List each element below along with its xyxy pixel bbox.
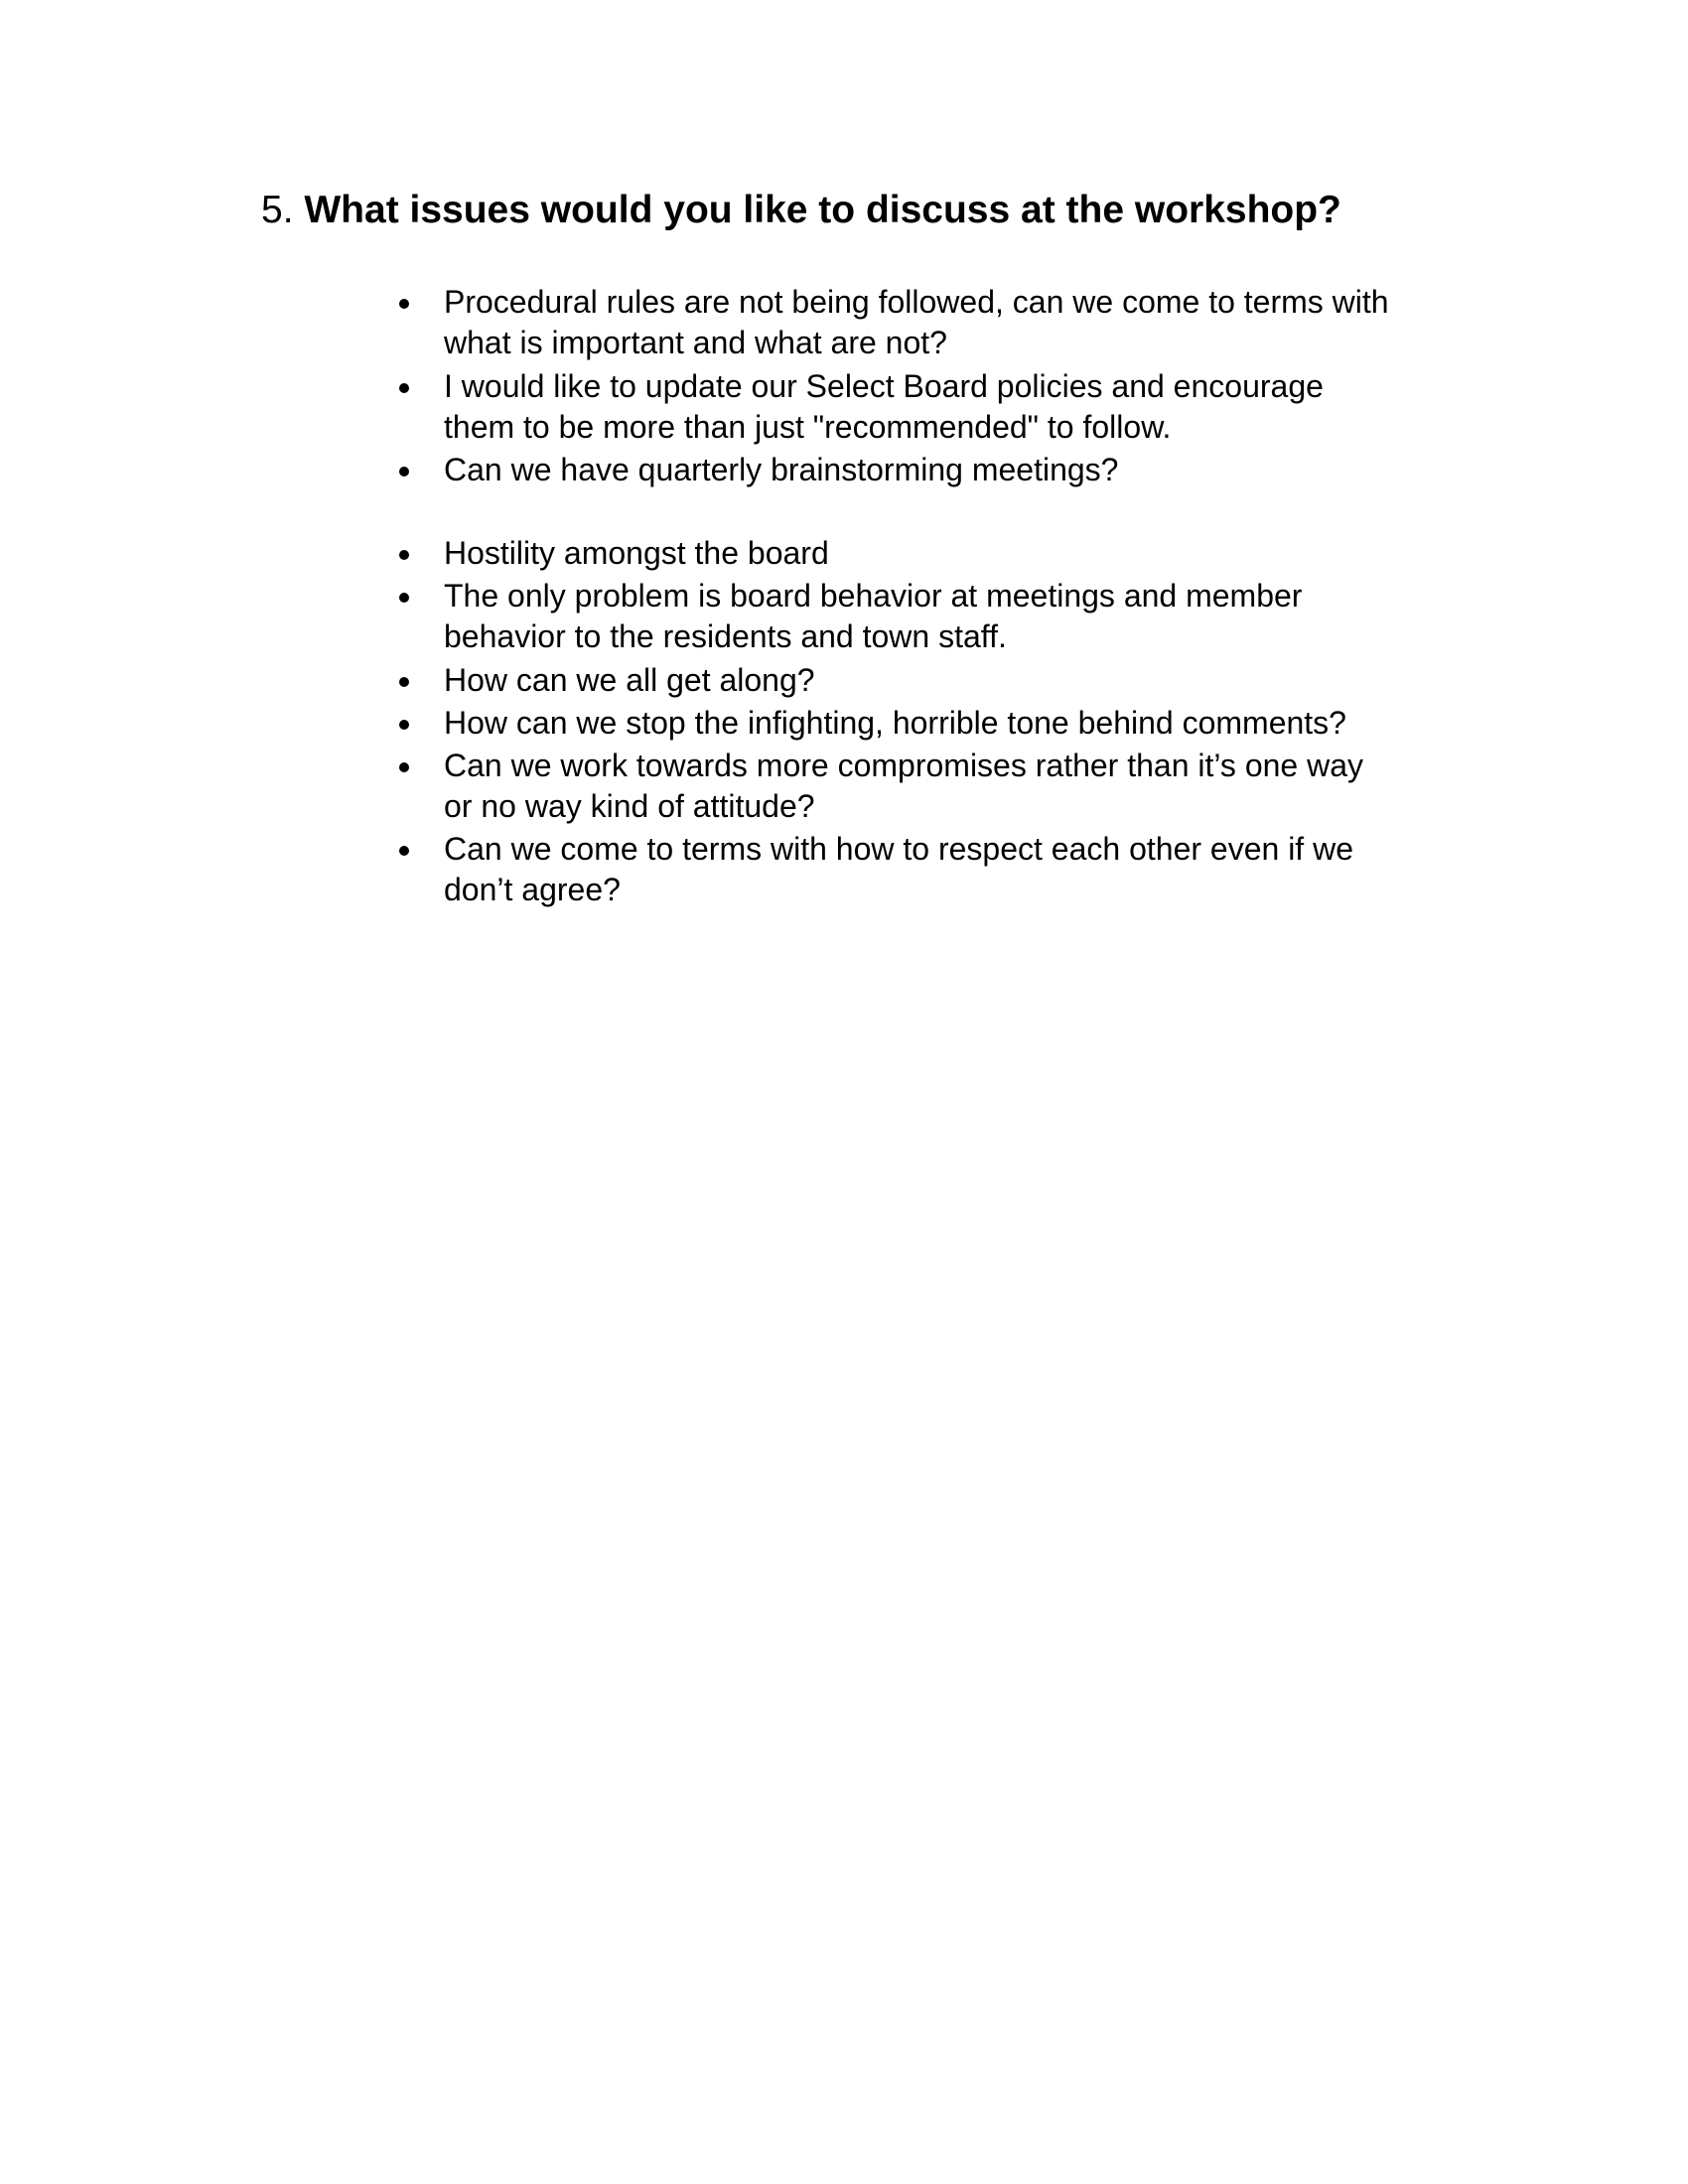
list-item: [444, 366, 1437, 448]
question-number: 5.: [261, 189, 294, 231]
bullet-icon: [399, 467, 409, 477]
item-line: Can we come to terms with how to respect each other even if we: [444, 831, 1353, 867]
bullet-icon: [399, 550, 409, 560]
item-line: them to be more than just "recommended" to follow.: [444, 409, 1172, 445]
item-line: How can we all get along?: [444, 662, 815, 698]
item-line: don’t agree?: [444, 872, 621, 907]
item-line: How can we stop the infighting, horrible tone behind comments?: [444, 705, 1346, 741]
item-line: Procedural rules are not being followed, can we come to terms with: [444, 284, 1389, 320]
list-item: [444, 660, 1437, 701]
question-heading: [261, 183, 1341, 238]
item-line: behavior to the residents and town staff.: [444, 618, 1007, 654]
item-line: The only problem is board behavior at meetings and member: [444, 578, 1303, 614]
bullet-icon: [399, 677, 409, 687]
list-item: [444, 829, 1437, 910]
list-item: [444, 450, 1437, 490]
bullet-icon: [399, 846, 409, 856]
bullet-icon: [399, 762, 409, 772]
list-item: [444, 576, 1437, 657]
item-line: Hostility amongst the board: [444, 535, 829, 571]
item-line: Can we work towards more compromises rather than it’s one way: [444, 748, 1363, 783]
bullet-icon: [399, 383, 409, 393]
question-text: What issues would you like to discuss at the workshop?: [304, 189, 1341, 231]
list-item: [444, 746, 1437, 827]
list-item: [444, 282, 1437, 363]
bullet-icon: [399, 720, 409, 730]
item-line: Can we have quarterly brainstorming meetings?: [444, 452, 1119, 487]
list-item: [444, 703, 1437, 744]
bullet-icon: [399, 593, 409, 603]
list-item: [444, 533, 1437, 574]
bullet-icon: [399, 299, 409, 309]
item-line: what is important and what are not?: [444, 325, 947, 360]
item-line: or no way kind of attitude?: [444, 788, 815, 824]
item-line: I would like to update our Select Board policies and encourage: [444, 368, 1324, 404]
